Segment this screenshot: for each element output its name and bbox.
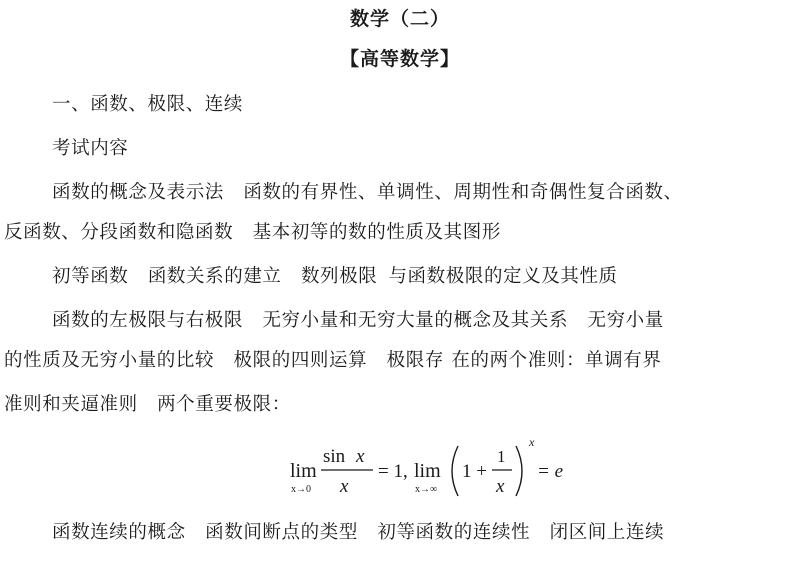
lim-subscript: x→0: [291, 484, 311, 495]
exponent-x: x: [529, 435, 535, 449]
paragraph-line: [4, 390, 291, 416]
text-span: 函数关系的建立: [147, 266, 282, 287]
fraction-denominator-x: x: [340, 476, 349, 497]
text-span: 初等函数的连续性: [377, 522, 531, 543]
paragraph-line: [52, 306, 664, 332]
fraction-numerator-sin: sin: [323, 446, 346, 467]
right-paren: [516, 446, 522, 496]
equals-e: = e: [537, 461, 564, 482]
text-span: 函数间断点的类型: [205, 522, 358, 543]
left-paren: [452, 446, 458, 496]
chapter-heading: 一、函数、极限、连续: [52, 94, 244, 115]
text-span: 与函数极限的定义及其性质: [388, 266, 618, 287]
paragraph-line: [4, 218, 501, 244]
paragraph-line: [52, 178, 683, 204]
equals-one: = 1,: [378, 461, 408, 482]
lim-text: lim: [290, 460, 317, 482]
paragraph-line: [52, 518, 664, 544]
text-span: 函数的有界性、单调性、周期性和奇偶性复合函数、: [243, 182, 683, 203]
text-span: 反函数、分段函数和隐函数: [4, 222, 234, 243]
text-span: 两个重要极限：: [157, 394, 291, 415]
one-plus: 1 +: [462, 461, 487, 482]
text-span: 的性质及无穷小量的比较: [4, 350, 215, 371]
text-span: 极限存: [386, 350, 444, 371]
text-span: 在的两个准则：单调有界: [451, 350, 662, 371]
text-span: 数列极限: [300, 266, 378, 287]
fraction-denominator-x: x: [496, 476, 505, 497]
text-span: 函数的概念及表示法: [52, 182, 224, 203]
fraction-numerator-x: x: [356, 446, 365, 467]
text-span: 准则和夹逼准则: [4, 394, 138, 415]
text-span: 基本初等的数的性质及其图形: [252, 222, 501, 243]
limit-formula: [290, 430, 590, 510]
fraction-numerator-one: 1: [497, 447, 506, 466]
text-span: 无穷小量和无穷大量的概念及其关系: [262, 310, 569, 331]
document-title: 数学（二）: [349, 8, 450, 30]
lim-subscript: x→∞: [415, 484, 438, 495]
text-span: 无穷小量: [587, 310, 664, 331]
text-span: 极限的四则运算: [233, 350, 368, 371]
lim-text: lim: [414, 460, 441, 482]
paragraph-line: [4, 346, 661, 372]
text-span: 初等函数: [52, 266, 129, 287]
paragraph-line: [52, 262, 618, 288]
text-span: 函数连续的概念: [52, 522, 186, 543]
text-span: 闭区间上连续: [549, 522, 665, 543]
text-span: 函数的左极限与右极限: [52, 310, 244, 331]
section-title: 【高等数学】: [339, 48, 460, 70]
exam-content-label: 考试内容: [52, 138, 129, 159]
